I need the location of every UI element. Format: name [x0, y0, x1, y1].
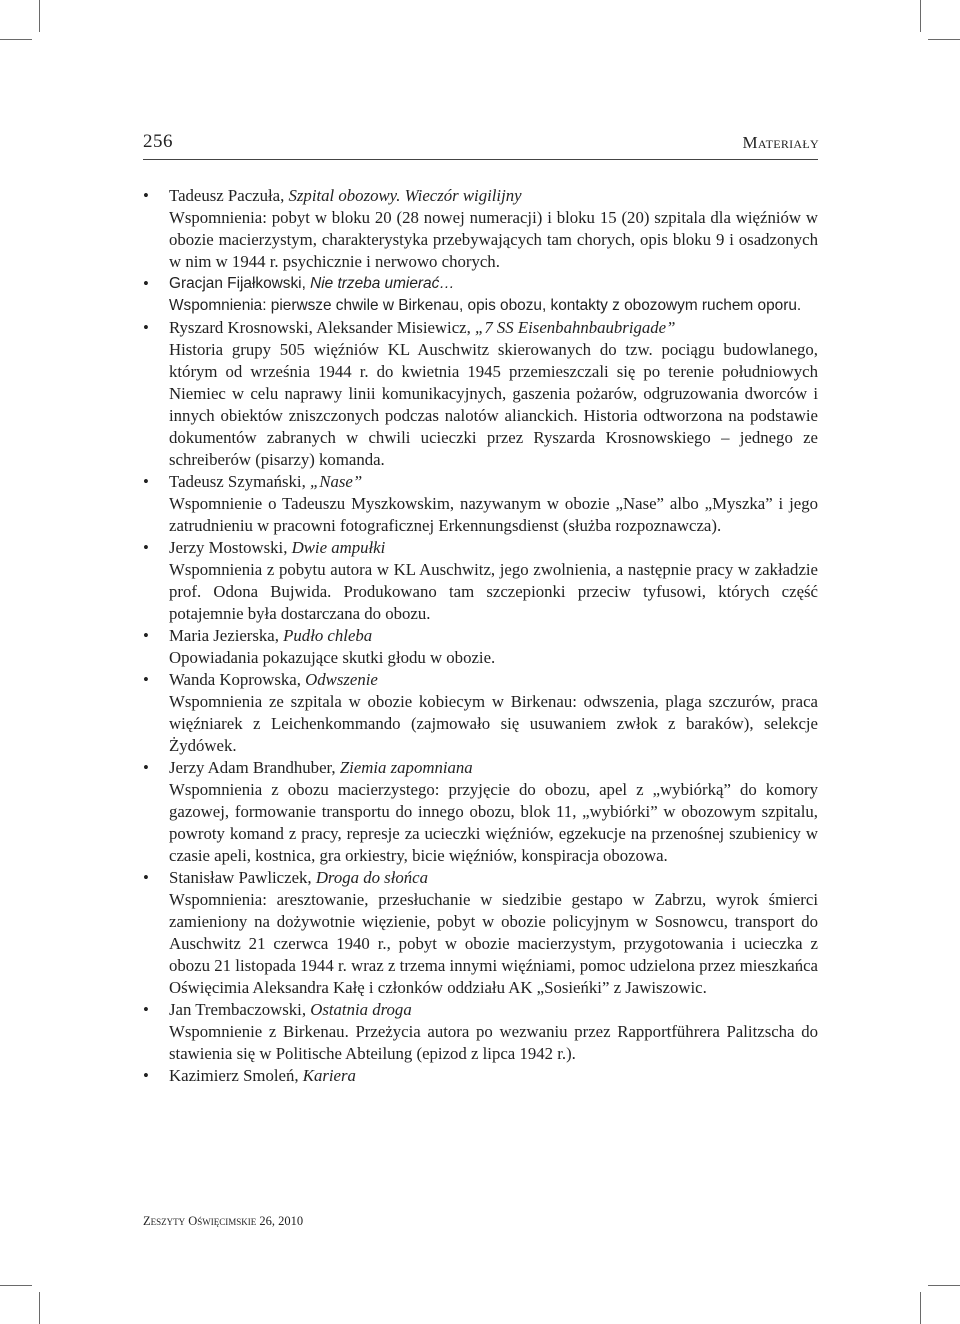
bibliography-list	[143, 185, 818, 1087]
crop-mark-top-left	[39, 0, 40, 32]
entry-title: Kariera	[302, 1066, 356, 1085]
entry-title: Droga do słońca	[315, 868, 428, 887]
bullet: •	[143, 670, 149, 689]
bullet: •	[143, 1000, 149, 1019]
entry-description: Wspomnienia: pierwsze chwile w Birkenau, opis obozu, kontakty z obozowym ruchem oporu.	[169, 297, 802, 314]
list-item	[143, 669, 818, 757]
crop-mark-bottom-left	[39, 1292, 40, 1324]
list-item	[143, 317, 818, 471]
list-item	[143, 273, 818, 317]
crop-mark-bottom-right	[920, 1292, 921, 1324]
entry-heading	[169, 185, 818, 207]
bullet: •	[143, 318, 149, 337]
bullet: •	[143, 472, 149, 491]
list-item	[143, 625, 818, 669]
list-item	[143, 471, 818, 537]
entry-author: Tadeusz Szymański,	[169, 472, 310, 491]
entry-title: „7 SS Eisenbahnbaubrigade”	[475, 318, 676, 337]
entry-author: Kazimierz Smoleń,	[169, 1066, 303, 1085]
bullet: •	[143, 868, 149, 887]
entry-description: Wspomnienie o Tadeuszu Myszkowskim, nazywanym w obozie „Nase” albo „Myszka” i jego zatrudnieniu w pracowni fotograficznej Erkennungsdienst (służba rozpoznawcza).	[169, 494, 818, 535]
list-item	[143, 537, 818, 625]
entry-description: Wspomnienia: pobyt w bloku 20 (28 nowej numeracji) i bloku 15 (20) szpitala dla więźniów w obozie macierzystym, charakterystyka przebywających tam chorych, opis bloku 9 i osadzonych w nim w 1944 r. psychicznie i nerwowo chorych.	[169, 208, 818, 271]
entry-title: Ziemia zapomniana	[339, 758, 473, 777]
entry-author: Tadeusz Paczuła,	[169, 186, 289, 205]
crop-mark-top-left-h	[0, 39, 32, 40]
bullet: •	[143, 758, 149, 777]
list-item	[143, 867, 818, 999]
bullet: •	[143, 186, 149, 205]
entry-author: Jerzy Adam Brandhuber,	[169, 758, 340, 777]
entry-heading	[169, 471, 818, 493]
entry-heading	[169, 757, 818, 779]
entry-title: Ostatnia droga	[310, 1000, 412, 1019]
entry-author: Jerzy Mostowski,	[169, 538, 292, 557]
entry-heading	[169, 537, 818, 559]
entry-heading	[169, 867, 818, 889]
list-item	[143, 185, 818, 273]
entry-description: Opowiadania pokazujące skutki głodu w obozie.	[169, 648, 496, 667]
crop-mark-top-right-h	[928, 39, 960, 40]
entry-heading	[169, 317, 818, 339]
entry-author: Ryszard Krosnowski, Aleksander Misiewicz,	[169, 318, 475, 337]
entry-title: Szpital obozowy. Wieczór wigilijny	[288, 186, 522, 205]
entry-title: Odwszenie	[305, 670, 378, 689]
entry-description: Wspomnienia: aresztowanie, przesłuchanie w siedzibie gestapo w Zabrzu, wyrok śmierci zamieniony na dożywotnie więzienie, pobyt w obozie policyjnym w Sosnowcu, transport do Auschwitz 21 czerwca 1940 r., pobyt w obozie macierzystym, przygotowania i ucieczka z obozu 21 listopada 1944 r. wraz z trzema innymi więźniami, pomoc udzielona przez mieszkańca Oświęcimia Aleksandra Kałę i członków oddziału AK „Sosieńki” z Jawiszowic.	[169, 890, 818, 997]
crop-mark-bottom-right-h	[928, 1285, 960, 1286]
entry-author: Stanisław Pawliczek,	[169, 868, 316, 887]
bullet: •	[143, 626, 149, 645]
page-number: 256	[143, 131, 173, 152]
entry-heading	[169, 669, 818, 691]
entry-title: Dwie ampułki	[291, 538, 386, 557]
bullet: •	[143, 274, 149, 293]
entry-description: Historia grupy 505 więźniów KL Auschwitz skierowanych do tzw. pociągu budowlanego, którym od września 1944 r. do kwietnia 1945 przemieszczali się po terenie południowych Niemiec w celu naprawy linii komunikacyjnych, gaszenia pożarów, odgruzowania dworców i innych obiektów zniszczonych podczas nalotów alianckich. Historia odtworzona na podstawie dokumentów zabranych w chwili ucieczki przez Ryszarda Krosnowskiego – jednego ze schreiberów (pisarzy) komanda.	[169, 340, 818, 469]
entry-description: Wspomnienie z Birkenau. Przeżycia autora po wezwaniu przez Rapportführera Palitzscha do stawienia się w Politische Abteilung (epizod z lipca 1942 r.).	[169, 1022, 818, 1063]
entry-author: Gracjan Fijałkowski,	[169, 275, 311, 292]
entry-description: Wspomnienia ze szpitala w obozie kobiecym w Birkenau: odwszenia, plaga szczurów, praca więźniarek z Leichenkommando (zajmowało się usuwaniem zwłok z baraków), selekcje Żydówek.	[169, 692, 818, 755]
running-head: Materiały	[742, 133, 819, 152]
entry-author: Maria Jezierska,	[169, 626, 284, 645]
entry-title: „Nase”	[309, 472, 363, 491]
list-item	[143, 999, 818, 1065]
bullet: •	[143, 1066, 149, 1085]
bullet: •	[143, 538, 149, 557]
entry-description: Wspomnienia z obozu macierzystego: przyjęcie do obozu, apel z „wybiórką” do komory gazowej, formowanie transportu do innego obozu, blok 11, „wybiórki” w obozowym szpitalu, powroty komand z pracy, represje za ucieczki więźniów, egzekucje na przenośnej szubienicy w czasie apeli, kostnica, gra orkiestry, bicie więźniów, konspiracja obozowa.	[169, 780, 818, 865]
entry-author: Wanda Koprowska,	[169, 670, 306, 689]
crop-mark-bottom-left-h	[0, 1285, 32, 1286]
entry-heading	[169, 1065, 818, 1087]
crop-mark-top-right	[920, 0, 921, 32]
entry-title: Pudło chleba	[283, 626, 373, 645]
journal-footer: Zeszyty Oświęcimskie 26, 2010	[143, 1214, 304, 1228]
entry-author: Jan Trembaczowski,	[169, 1000, 311, 1019]
entry-description: Wspomnienia z pobytu autora w KL Auschwitz, jego zwolnienia, a następnie pracy w zakładzie prof. Odona Bujwida. Produkowano tam szczepionki przeciw tyfusowi, których część potajemnie była dostarczana do obozu.	[169, 560, 818, 623]
entry-heading	[169, 625, 818, 647]
entry-heading	[169, 999, 818, 1021]
entry-title: Nie trzeba umierać…	[310, 275, 455, 292]
list-item	[143, 1065, 818, 1087]
list-item	[143, 757, 818, 867]
entry-heading	[169, 273, 818, 295]
header-rule	[143, 159, 818, 160]
